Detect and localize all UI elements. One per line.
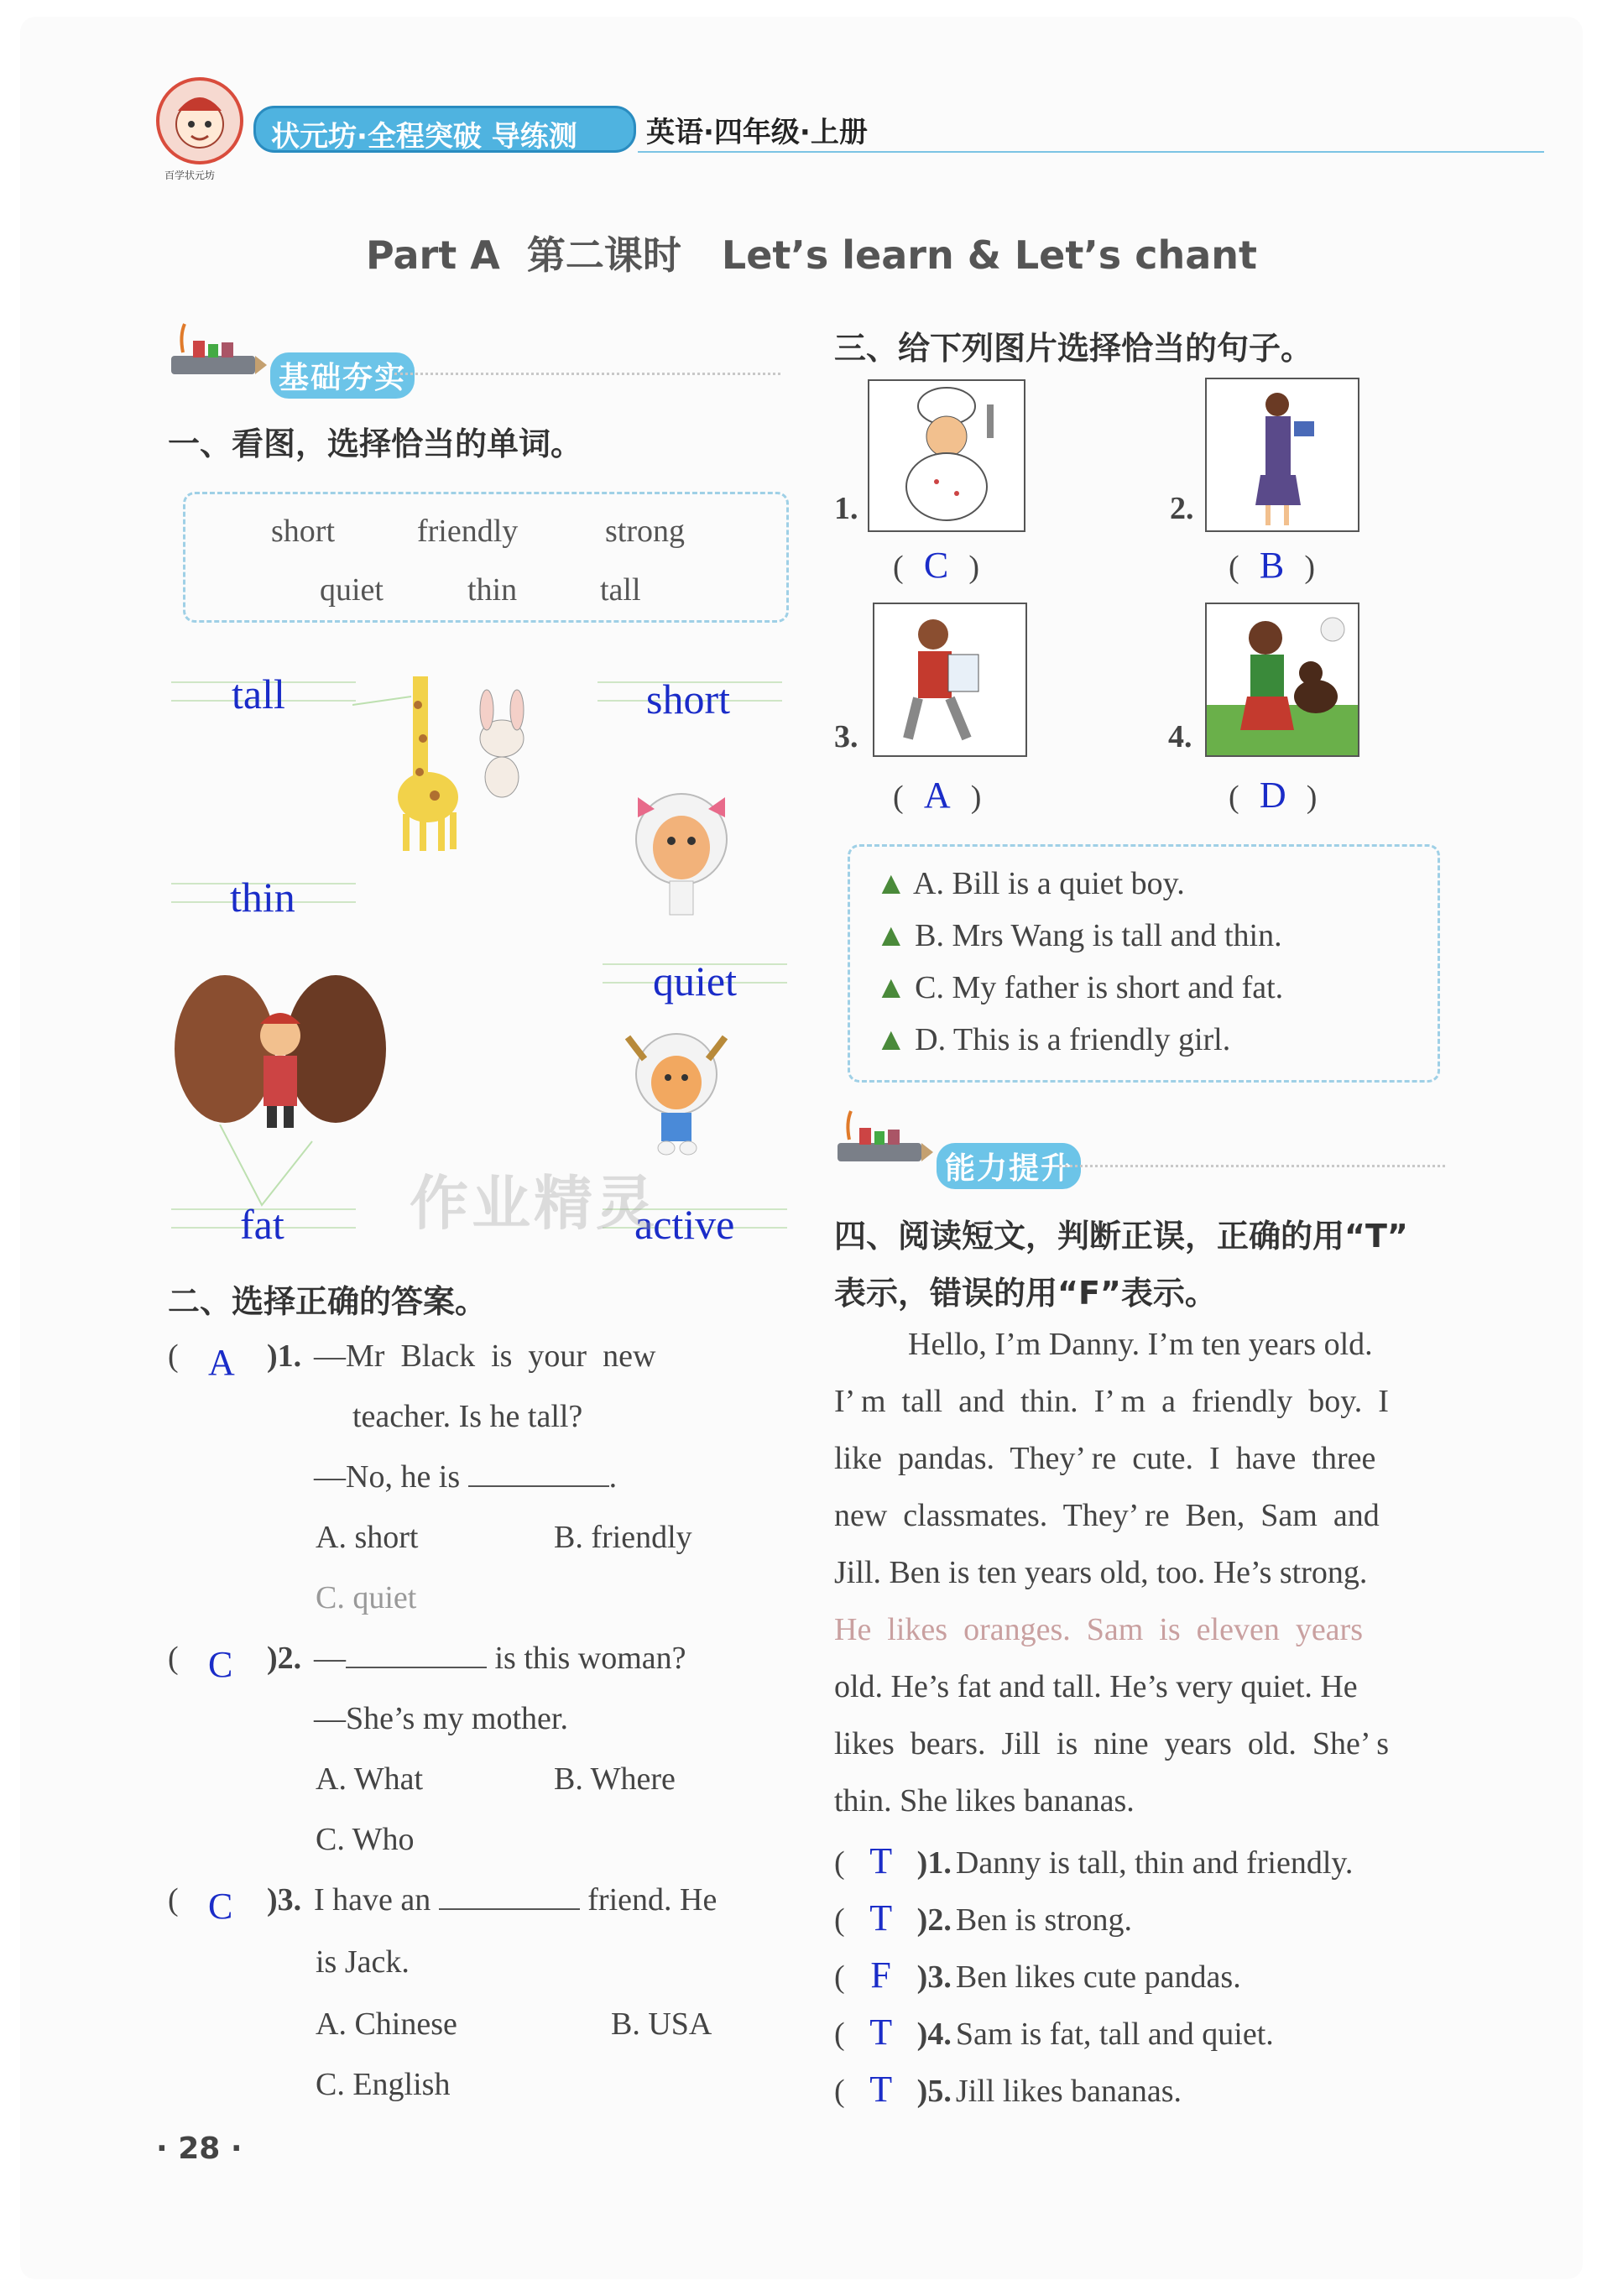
picture-number: 4. <box>1168 719 1192 754</box>
question-text: —Mr Black is your new <box>314 1338 656 1374</box>
sentence-option: ▲ B. Mrs Wang is tall and thin. <box>875 918 1282 953</box>
bears-and-man-picture <box>171 965 389 1133</box>
question-text: teacher. Is he tall? <box>352 1399 583 1434</box>
picture-number: 3. <box>834 719 858 754</box>
picture-answer: ( C ) <box>893 545 980 586</box>
tree-icon: ▲ <box>875 1022 907 1057</box>
answer-active: active <box>634 1201 735 1248</box>
boy-reading-picture <box>873 603 1027 757</box>
section1-heading: 一、看图，选择恰当的单词。 <box>168 425 583 462</box>
picture-answer: ( B ) <box>1229 545 1316 586</box>
tf-answer: T <box>869 1840 893 1881</box>
answer-blank <box>346 1667 487 1668</box>
sentence-options-box <box>848 844 1440 1083</box>
passage-line: thin. She likes bananas. <box>834 1783 1135 1819</box>
word-bank <box>183 492 789 623</box>
option-c: C. Who <box>316 1822 415 1857</box>
passage-line: Jill. Ben is ten years old, too. He’s strong. <box>834 1555 1368 1590</box>
answer-quiet: quiet <box>653 958 737 1004</box>
watermark: 作业精灵 <box>410 1169 658 1238</box>
answer-blank <box>468 1485 609 1487</box>
word-bank-item: quiet <box>320 572 384 608</box>
statement-row: ( T )2. Ben is strong. <box>834 1897 1132 1939</box>
statement-row: ( T )4. Sam is fat, tall and quiet. <box>834 2012 1274 2053</box>
section4-heading: 四、阅读短文，判断正误，正确的用“T” <box>834 1218 1408 1255</box>
answer-tall: tall <box>232 671 285 718</box>
section3-heading: 三、给下列图片选择恰当的句子。 <box>834 330 1313 367</box>
word-bank-item: tall <box>600 572 641 608</box>
statement-text: Jill likes bananas. <box>955 2074 1182 2109</box>
pencil-icon <box>834 1106 935 1173</box>
statement-row: ( T )5. Jill likes bananas. <box>834 2069 1182 2110</box>
pointer-line <box>352 688 420 722</box>
tf-answer: F <box>870 1954 891 1996</box>
statement-row: ( F )3. Ben likes cute pandas. <box>834 1954 1241 1996</box>
answer-paren-open: ( <box>168 1338 179 1374</box>
word-bank-item: short <box>271 514 335 549</box>
tf-answer: T <box>869 2069 893 2110</box>
answer-paren-open: ( <box>168 1641 179 1676</box>
mascot-logo <box>156 77 243 164</box>
option-c: C. English <box>316 2067 451 2102</box>
option-c: C. quiet <box>316 1580 417 1615</box>
question-number: )3. <box>267 1882 302 1918</box>
word-bank-item: thin <box>467 572 518 608</box>
pencil-icon <box>168 319 269 386</box>
answer-short: short <box>646 676 730 723</box>
question-text: —She’s my mother. <box>314 1701 568 1736</box>
advanced-badge: 能力提升 <box>937 1143 1081 1189</box>
passage-line: new classmates. They’ re Ben, Sam and <box>834 1498 1380 1533</box>
passage-line: like pandas. They’ re cute. I have three <box>834 1441 1376 1476</box>
answer-thin: thin <box>230 874 295 921</box>
statement-text: Sam is fat, tall and quiet. <box>955 2017 1274 2052</box>
girl-with-dog-picture <box>1205 603 1359 757</box>
tree-icon: ▲ <box>875 918 907 953</box>
question-number: )2. <box>267 1641 302 1676</box>
badge-divider-left <box>394 373 780 375</box>
tree-icon: ▲ <box>875 866 907 901</box>
word-bank-item: friendly <box>417 514 519 549</box>
answer-choice: C <box>208 1886 233 1927</box>
option-b: B. Where <box>554 1761 676 1797</box>
badge-divider-right <box>1059 1165 1445 1167</box>
passage-line: old. He’s fat and tall. He’s very quiet. He <box>834 1669 1358 1704</box>
picture-answer: ( D ) <box>1229 775 1318 816</box>
picture-number: 2. <box>1170 491 1194 526</box>
statement-text: Ben is strong. <box>955 1902 1132 1938</box>
word-bank-item: strong <box>605 514 685 549</box>
subject-label: 英语·四年级·上册 <box>646 116 868 149</box>
sheep-boy-picture <box>616 1025 742 1160</box>
tree-icon: ▲ <box>875 970 907 1005</box>
passage-line: I’ m tall and thin. I’ m a friendly boy. I <box>834 1384 1389 1419</box>
question-text: —No, he is . <box>314 1459 618 1495</box>
statement-row: ( T )1. Danny is tall, thin and friendly. <box>834 1840 1354 1881</box>
question-number: )1. <box>267 1338 302 1374</box>
woman-picture <box>1205 378 1359 532</box>
option-a: A. short <box>316 1520 419 1555</box>
tf-answer: T <box>869 2012 893 2053</box>
sentence-option: ▲ C. My father is short and fat. <box>875 970 1284 1005</box>
answer-blank <box>439 1908 580 1910</box>
sentence-option: ▲ A. Bill is a quiet boy. <box>875 866 1185 901</box>
statement-text: Danny is tall, thin and friendly. <box>955 1845 1354 1881</box>
question-text: — is this woman? <box>314 1641 686 1676</box>
lesson-title: Part A 第二课时 Let’s learn & Let’s chant <box>366 232 1257 278</box>
option-b: B. friendly <box>554 1520 692 1555</box>
picture-number: 1. <box>834 491 858 526</box>
passage-line: likes bears. Jill is nine years old. She’ s <box>834 1726 1390 1761</box>
question-text: I have an friend. He <box>314 1882 718 1918</box>
passage-line: Hello, I’m Danny. I’m ten years old. <box>908 1327 1373 1362</box>
option-a: A. Chinese <box>316 2006 457 2042</box>
header-rule <box>638 151 1544 153</box>
passage-line: He likes oranges. Sam is eleven years <box>834 1612 1363 1647</box>
picture-answer: ( A ) <box>893 775 982 816</box>
logo-caption: 百学状元坊 <box>164 170 216 181</box>
section4-heading: 表示，错误的用“F”表示。 <box>834 1275 1217 1312</box>
series-title: 状元坊·全程突破 导练测 <box>271 120 577 154</box>
pointer-line <box>195 1125 363 1217</box>
answer-fat: fat <box>240 1201 284 1248</box>
option-b: B. USA <box>611 2006 712 2042</box>
tf-answer: T <box>869 1897 893 1939</box>
basic-badge: 基础夯实 <box>270 352 415 399</box>
question-text: is Jack. <box>316 1944 410 1980</box>
chef-picture <box>868 379 1025 532</box>
answer-choice: A <box>208 1342 235 1383</box>
option-a: A. What <box>316 1761 424 1797</box>
statement-text: Ben likes cute pandas. <box>955 1959 1241 1995</box>
series-banner <box>253 106 636 153</box>
question-text: —No, he is <box>314 1459 461 1495</box>
section2-heading: 二、选择正确的答案。 <box>168 1283 488 1320</box>
page-number: · 28 · <box>156 2132 243 2166</box>
answer-choice: C <box>208 1644 233 1685</box>
sheep-girl-picture <box>623 780 740 923</box>
sentence-option: ▲ D. This is a friendly girl. <box>875 1022 1231 1057</box>
answer-paren-open: ( <box>168 1882 179 1918</box>
